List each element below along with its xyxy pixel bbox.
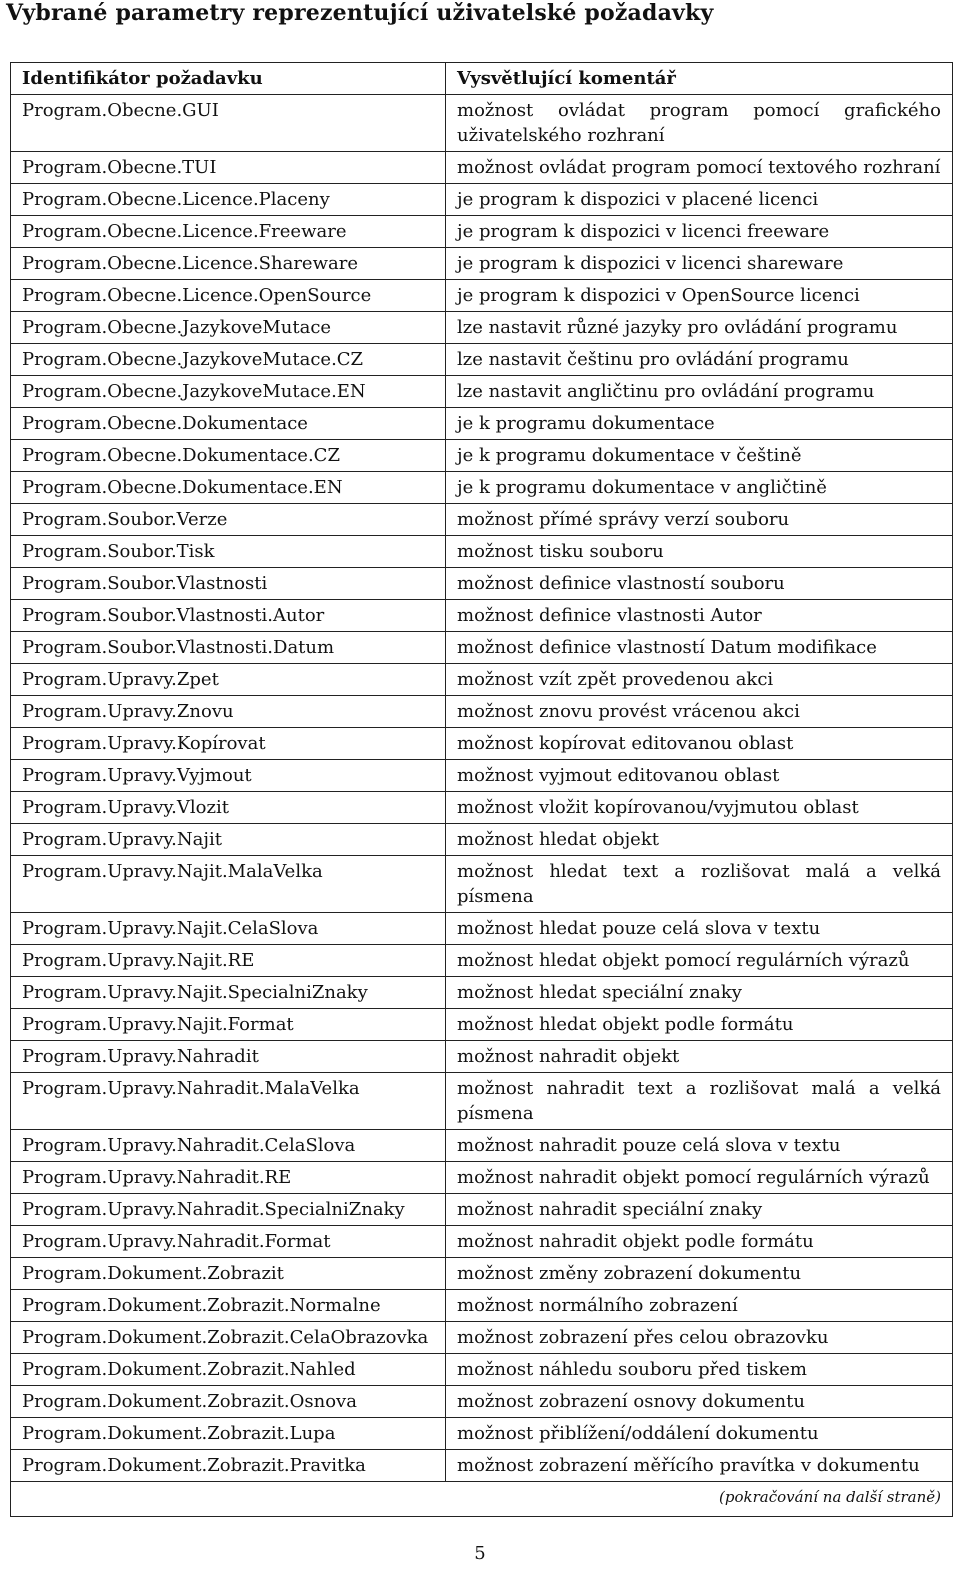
requirement-id: Program.Obecne.Licence.OpenSource (11, 280, 446, 312)
requirement-id: Program.Obecne.GUI (11, 95, 446, 152)
requirement-id: Program.Soubor.Tisk (11, 536, 446, 568)
requirement-comment: možnost hledat pouze celá slova v textu (446, 913, 953, 945)
table-row (11, 1418, 953, 1450)
requirement-id: Program.Upravy.Nahradit.MalaVelka (11, 1073, 446, 1130)
requirements-table (10, 62, 953, 1517)
requirement-id: Program.Obecne.Dokumentace (11, 408, 446, 440)
requirement-id: Program.Upravy.Najit.SpecialniZnaky (11, 977, 446, 1009)
requirement-comment: možnost nahradit speciální znaky (446, 1194, 953, 1226)
requirement-id: Program.Upravy.Nahradit.RE (11, 1162, 446, 1194)
page-title: Vybrané parametry reprezentující uživatelské požadavky (6, 0, 714, 26)
requirement-comment: možnost hledat objekt (446, 824, 953, 856)
requirement-comment: možnost vzít zpět provedenou akci (446, 664, 953, 696)
table-row (11, 568, 953, 600)
requirement-comment: možnost tisku souboru (446, 536, 953, 568)
table-row (11, 536, 953, 568)
column-header-comment: Vysvětlující komentář (446, 63, 953, 95)
requirement-comment: možnost přiblížení/oddálení dokumentu (446, 1418, 953, 1450)
requirement-comment: možnost změny zobrazení dokumentu (446, 1258, 953, 1290)
table-row (11, 1162, 953, 1194)
table-row (11, 1386, 953, 1418)
table-row (11, 664, 953, 696)
requirement-comment: možnost nahradit objekt (446, 1041, 953, 1073)
table-row (11, 504, 953, 536)
requirement-comment: je program k dispozici v licenci shareware (446, 248, 953, 280)
table-row (11, 1130, 953, 1162)
requirement-comment: možnost kopírovat editovanou oblast (446, 728, 953, 760)
requirement-id: Program.Upravy.Najit.RE (11, 945, 446, 977)
requirement-comment: lze nastavit různé jazyky pro ovládání programu (446, 312, 953, 344)
requirement-id: Program.Upravy.Vlozit (11, 792, 446, 824)
table-row (11, 792, 953, 824)
requirement-id: Program.Obecne.Dokumentace.CZ (11, 440, 446, 472)
table-row (11, 1009, 953, 1041)
requirement-comment: možnost hledat objekt pomocí regulárních výrazů (446, 945, 953, 977)
table-row (11, 280, 953, 312)
requirement-comment: možnost zobrazení osnovy dokumentu (446, 1386, 953, 1418)
requirement-id: Program.Upravy.Zpet (11, 664, 446, 696)
requirement-id: Program.Dokument.Zobrazit (11, 1258, 446, 1290)
requirement-id: Program.Dokument.Zobrazit.CelaObrazovka (11, 1322, 446, 1354)
requirement-id: Program.Obecne.JazykoveMutace.CZ (11, 344, 446, 376)
requirement-comment: možnost nahradit objekt pomocí regulárních výrazů (446, 1162, 953, 1194)
requirement-comment: možnost znovu provést vrácenou akci (446, 696, 953, 728)
requirement-comment: možnost nahradit text a rozlišovat malá a velká písmena (446, 1073, 953, 1130)
requirement-comment: možnost nahradit objekt podle formátu (446, 1226, 953, 1258)
table-row (11, 1258, 953, 1290)
requirement-comment: možnost nahradit pouze celá slova v textu (446, 1130, 953, 1162)
requirement-comment: možnost definice vlastnosti Autor (446, 600, 953, 632)
requirement-comment: možnost ovládat program pomocí textového rozhraní (446, 152, 953, 184)
table-row (11, 440, 953, 472)
requirement-id: Program.Obecne.TUI (11, 152, 446, 184)
requirement-comment: možnost náhledu souboru před tiskem (446, 1354, 953, 1386)
requirement-id: Program.Upravy.Znovu (11, 696, 446, 728)
table-row (11, 856, 953, 913)
requirement-comment: možnost hledat text a rozlišovat malá a velká písmena (446, 856, 953, 913)
requirement-id: Program.Obecne.JazykoveMutace (11, 312, 446, 344)
table-row (11, 600, 953, 632)
requirement-id: Program.Upravy.Najit.Format (11, 1009, 446, 1041)
requirement-comment: je k programu dokumentace (446, 408, 953, 440)
requirement-id: Program.Soubor.Vlastnosti.Autor (11, 600, 446, 632)
requirement-comment: možnost ovládat program pomocí grafického uživatelského rozhraní (446, 95, 953, 152)
requirement-comment: možnost hledat objekt podle formátu (446, 1009, 953, 1041)
table-row (11, 184, 953, 216)
requirement-comment: je program k dispozici v OpenSource licenci (446, 280, 953, 312)
requirement-id: Program.Upravy.Nahradit.CelaSlova (11, 1130, 446, 1162)
table-row (11, 977, 953, 1009)
table-row (11, 913, 953, 945)
table-row (11, 152, 953, 184)
requirement-id: Program.Upravy.Kopírovat (11, 728, 446, 760)
table-row (11, 696, 953, 728)
requirement-id: Program.Dokument.Zobrazit.Pravitka (11, 1450, 446, 1482)
requirement-comment: možnost zobrazení přes celou obrazovku (446, 1322, 953, 1354)
table-row (11, 472, 953, 504)
requirement-id: Program.Obecne.JazykoveMutace.EN (11, 376, 446, 408)
table-row (11, 95, 953, 152)
requirement-comment: možnost zobrazení měřícího pravítka v dokumentu (446, 1450, 953, 1482)
table-header-row (11, 63, 953, 95)
requirement-id: Program.Upravy.Vyjmout (11, 760, 446, 792)
requirement-comment: možnost definice vlastností souboru (446, 568, 953, 600)
table-row (11, 1290, 953, 1322)
table-row (11, 760, 953, 792)
requirement-id: Program.Obecne.Licence.Shareware (11, 248, 446, 280)
table-row (11, 1450, 953, 1482)
table-row (11, 216, 953, 248)
requirement-comment: je k programu dokumentace v angličtině (446, 472, 953, 504)
continuation-note: (pokračování na další straně) (11, 1482, 953, 1517)
requirement-comment: možnost přímé správy verzí souboru (446, 504, 953, 536)
requirement-id: Program.Obecne.Licence.Placeny (11, 184, 446, 216)
requirement-id: Program.Soubor.Vlastnosti.Datum (11, 632, 446, 664)
requirement-comment: lze nastavit angličtinu pro ovládání programu (446, 376, 953, 408)
requirement-id: Program.Upravy.Nahradit (11, 1041, 446, 1073)
requirement-id: Program.Dokument.Zobrazit.Osnova (11, 1386, 446, 1418)
requirement-comment: možnost vložit kopírovanou/vyjmutou oblast (446, 792, 953, 824)
requirement-comment: možnost normálního zobrazení (446, 1290, 953, 1322)
table-row (11, 408, 953, 440)
requirement-id: Program.Dokument.Zobrazit.Nahled (11, 1354, 446, 1386)
requirement-comment: je program k dispozici v licenci freeware (446, 216, 953, 248)
table-row (11, 248, 953, 280)
requirement-comment: lze nastavit češtinu pro ovládání programu (446, 344, 953, 376)
requirement-comment: možnost hledat speciální znaky (446, 977, 953, 1009)
table-row (11, 1226, 953, 1258)
requirement-id: Program.Obecne.Licence.Freeware (11, 216, 446, 248)
requirement-id: Program.Upravy.Najit.MalaVelka (11, 856, 446, 913)
table-row (11, 1041, 953, 1073)
table-row (11, 1073, 953, 1130)
requirement-comment: možnost definice vlastností Datum modifikace (446, 632, 953, 664)
table-row (11, 1194, 953, 1226)
requirement-id: Program.Upravy.Nahradit.SpecialniZnaky (11, 1194, 446, 1226)
table-row (11, 1322, 953, 1354)
column-header-id: Identifikátor požadavku (11, 63, 446, 95)
requirement-id: Program.Soubor.Verze (11, 504, 446, 536)
requirement-comment: je k programu dokumentace v češtině (446, 440, 953, 472)
requirement-comment: možnost vyjmout editovanou oblast (446, 760, 953, 792)
table-row (11, 1354, 953, 1386)
requirement-id: Program.Upravy.Nahradit.Format (11, 1226, 446, 1258)
page-number: 5 (474, 1543, 486, 1564)
table-body (11, 95, 953, 1482)
requirement-id: Program.Obecne.Dokumentace.EN (11, 472, 446, 504)
table-row (11, 632, 953, 664)
requirement-id: Program.Upravy.Najit (11, 824, 446, 856)
table-row (11, 344, 953, 376)
table-row (11, 824, 953, 856)
requirement-id: Program.Upravy.Najit.CelaSlova (11, 913, 446, 945)
table-row (11, 728, 953, 760)
table-row (11, 376, 953, 408)
requirement-id: Program.Dokument.Zobrazit.Normalne (11, 1290, 446, 1322)
table-row (11, 945, 953, 977)
requirement-id: Program.Soubor.Vlastnosti (11, 568, 446, 600)
table-footer-row (11, 1482, 953, 1517)
table-row (11, 312, 953, 344)
requirement-comment: je program k dispozici v placené licenci (446, 184, 953, 216)
requirement-id: Program.Dokument.Zobrazit.Lupa (11, 1418, 446, 1450)
